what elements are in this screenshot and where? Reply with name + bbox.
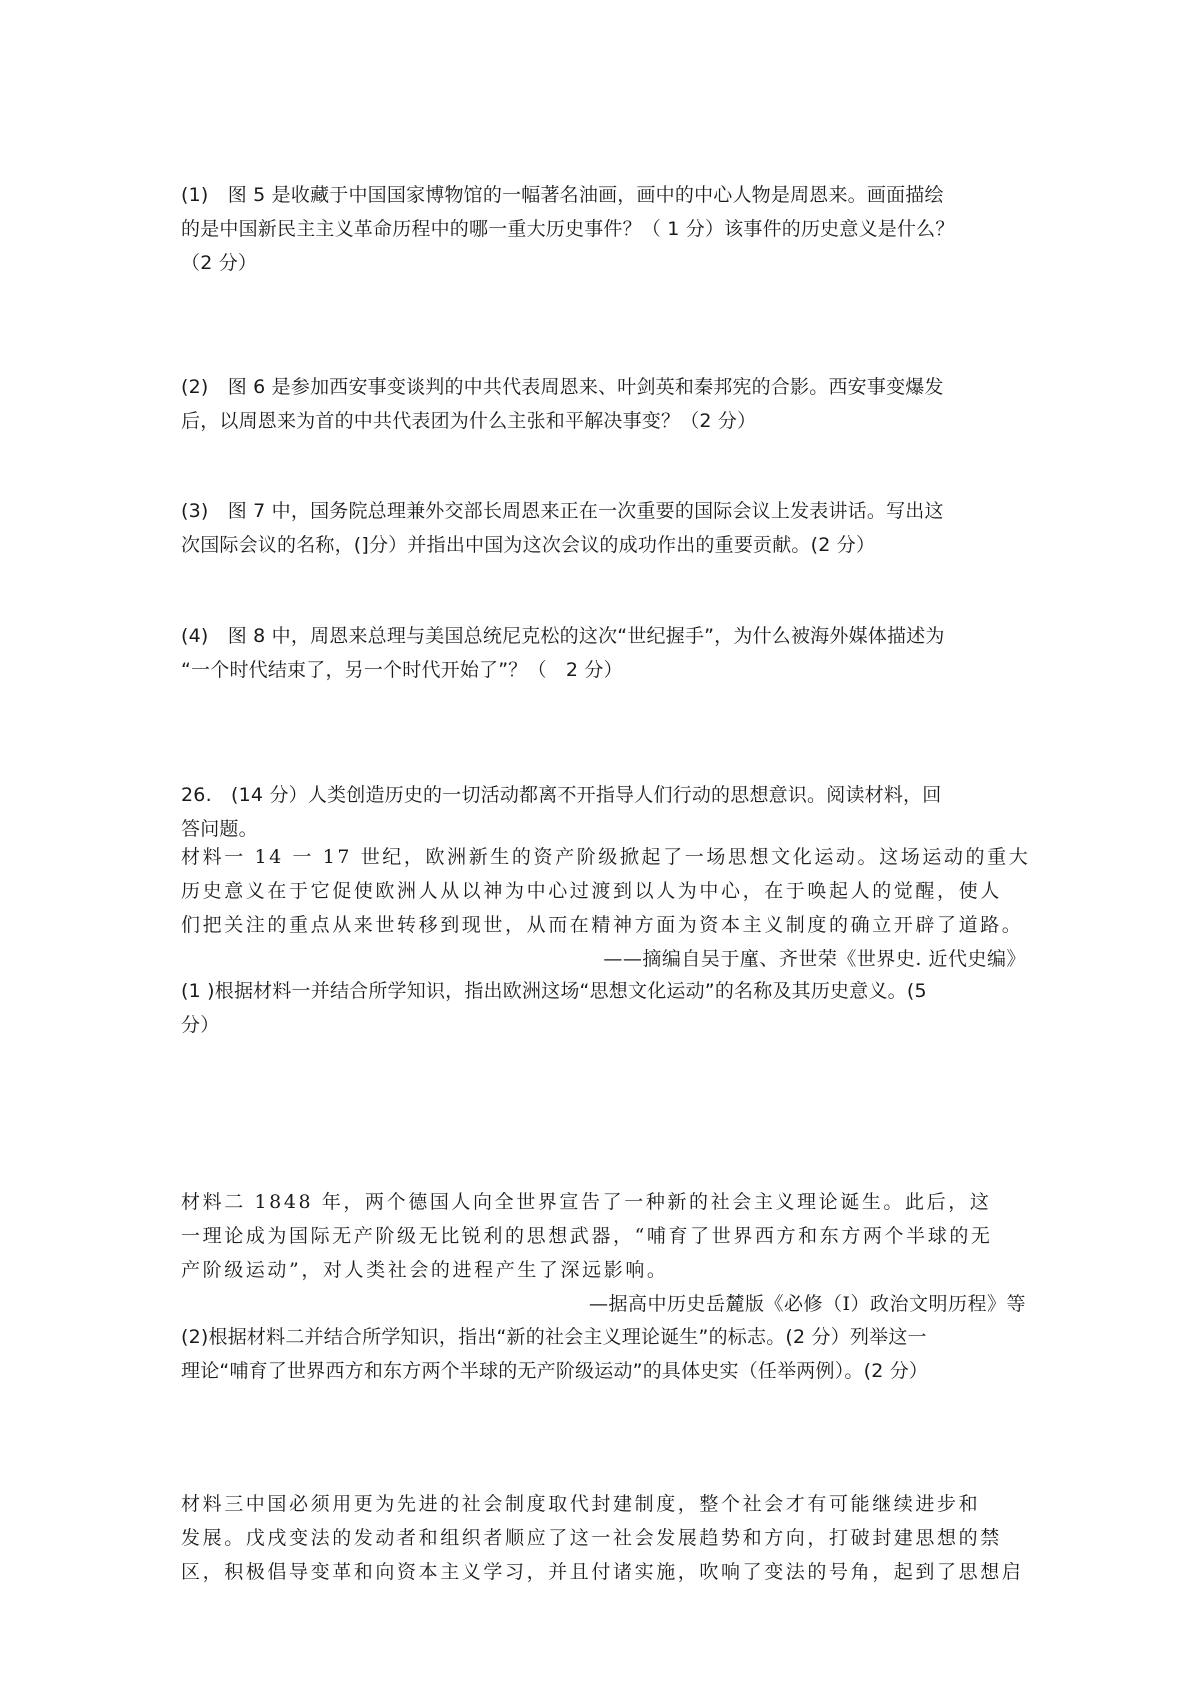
material-3-line-2: 发展。戊戌变法的发动者和组织者顺应了这一社会发展趋势和方向，打破封建思想的禁 <box>181 1527 1002 1549</box>
material-2 <box>181 1185 1026 1321</box>
material-3-line-3: 区，积极倡导变革和向资本主义学习，并且付诸实施，吹响了变法的号角，起到了思想启 <box>181 1561 1024 1583</box>
question-3 <box>181 494 1026 562</box>
question-1-line-2: 的是中国新民主主义革命历程中的哪一重大历史事件？（ 1 分）该事件的历史意义是什么？ <box>181 218 955 240</box>
material-1-line-2: 历史意义在于它促使欧洲人从以神为中心过渡到以人为中心，在于唤起人的觉醒，使人 <box>181 880 1002 902</box>
material-1-source: ——摘编自吴于廑、齐世荣《世界史. 近代史编》 <box>603 948 1026 970</box>
material-1 <box>181 840 1031 976</box>
question-4-line-2: “一个时代结束了，另一个时代开始了”？（ 2 分） <box>181 659 623 681</box>
question-3-line-2: 次国际会议的名称，(]分）并指出中国为这次会议的成功作出的重要贡献。(2 分） <box>181 534 876 556</box>
question-4-line-1: (4) 图 8 中，周恩来总理与美国总统尼克松的这次“世纪握手”，为什么被海外媒体描述为 <box>181 625 945 647</box>
question-26-intro-line-1: 26. (14 分）人类创造历史的一切活动都离不开指导人们行动的思想意识。阅读材料，回 <box>181 784 942 806</box>
question-26-sub-1 <box>181 974 1026 1042</box>
material-1-line-1: 材料一 14 一 17 世纪，欧洲新生的资产阶级掀起了一场思想文化运动。这场运动的重大 <box>181 846 1031 868</box>
question-3-line-1: (3) 图 7 中，国务院总理兼外交部长周恩来正在一次重要的国际会议上发表讲话。写出这 <box>181 500 944 522</box>
question-2-line-1: (2) 图 6 是参加西安事变谈判的中共代表周恩来、叶剑英和秦邦宪的合影。西安事变爆发 <box>181 376 944 398</box>
question-26-sub-1-line-1: (1 )根据材料一并结合所学知识，指出欧洲这场“思想文化运动”的名称及其历史意义。(5 <box>181 980 927 1002</box>
material-2-line-1: 材料二 1848 年，两个德国人向全世界宣告了一种新的社会主义理论诞生。此后，这 <box>181 1191 992 1213</box>
question-4 <box>181 619 1026 687</box>
question-26-sub-2 <box>181 1320 1026 1388</box>
material-2-source: —据高中历史岳麓版《必修（I）政治文明历程》等 <box>588 1293 1026 1315</box>
material-2-line-2: 一理论成为国际无产阶级无比锐利的思想武器，“哺育了世界西方和东方两个半球的无 <box>181 1225 993 1247</box>
material-2-line-3: 产阶级运动”，对人类社会的进程产生了深远影响。 <box>181 1259 669 1281</box>
question-26-sub-2-line-2: 理论“哺育了世界西方和东方两个半球的无产阶级运动”的具体史实（任举两例）。(2 分） <box>181 1360 929 1382</box>
material-3 <box>181 1487 1026 1589</box>
question-1-line-1: (1) 图 5 是收藏于中国国家博物馆的一幅著名油画，画中的中心人物是周恩来。画面描绘 <box>181 184 944 206</box>
question-26-intro-line-2: 答问题。 <box>181 818 258 840</box>
question-1-line-3: （2 分） <box>181 252 258 274</box>
material-1-line-3: 们把关注的重点从来世转移到现世，从而在精神方面为资本主义制度的确立开辟了道路。 <box>181 914 1024 936</box>
question-26-sub-1-line-2: 分） <box>181 1014 220 1036</box>
question-2-line-2: 后，以周恩来为首的中共代表团为什么主张和平解决事变？（2 分） <box>181 410 757 432</box>
question-26-sub-2-line-1: (2)根据材料二并结合所学知识，指出“新的社会主义理论诞生”的标志。(2 分）列举这一 <box>181 1326 927 1348</box>
question-1 <box>181 178 1026 280</box>
question-2 <box>181 370 1026 438</box>
question-26-intro <box>181 778 1026 846</box>
material-3-line-1: 材料三中国必须用更为先进的社会制度取代封建制度，整个社会才有可能继续进步和 <box>181 1493 981 1515</box>
